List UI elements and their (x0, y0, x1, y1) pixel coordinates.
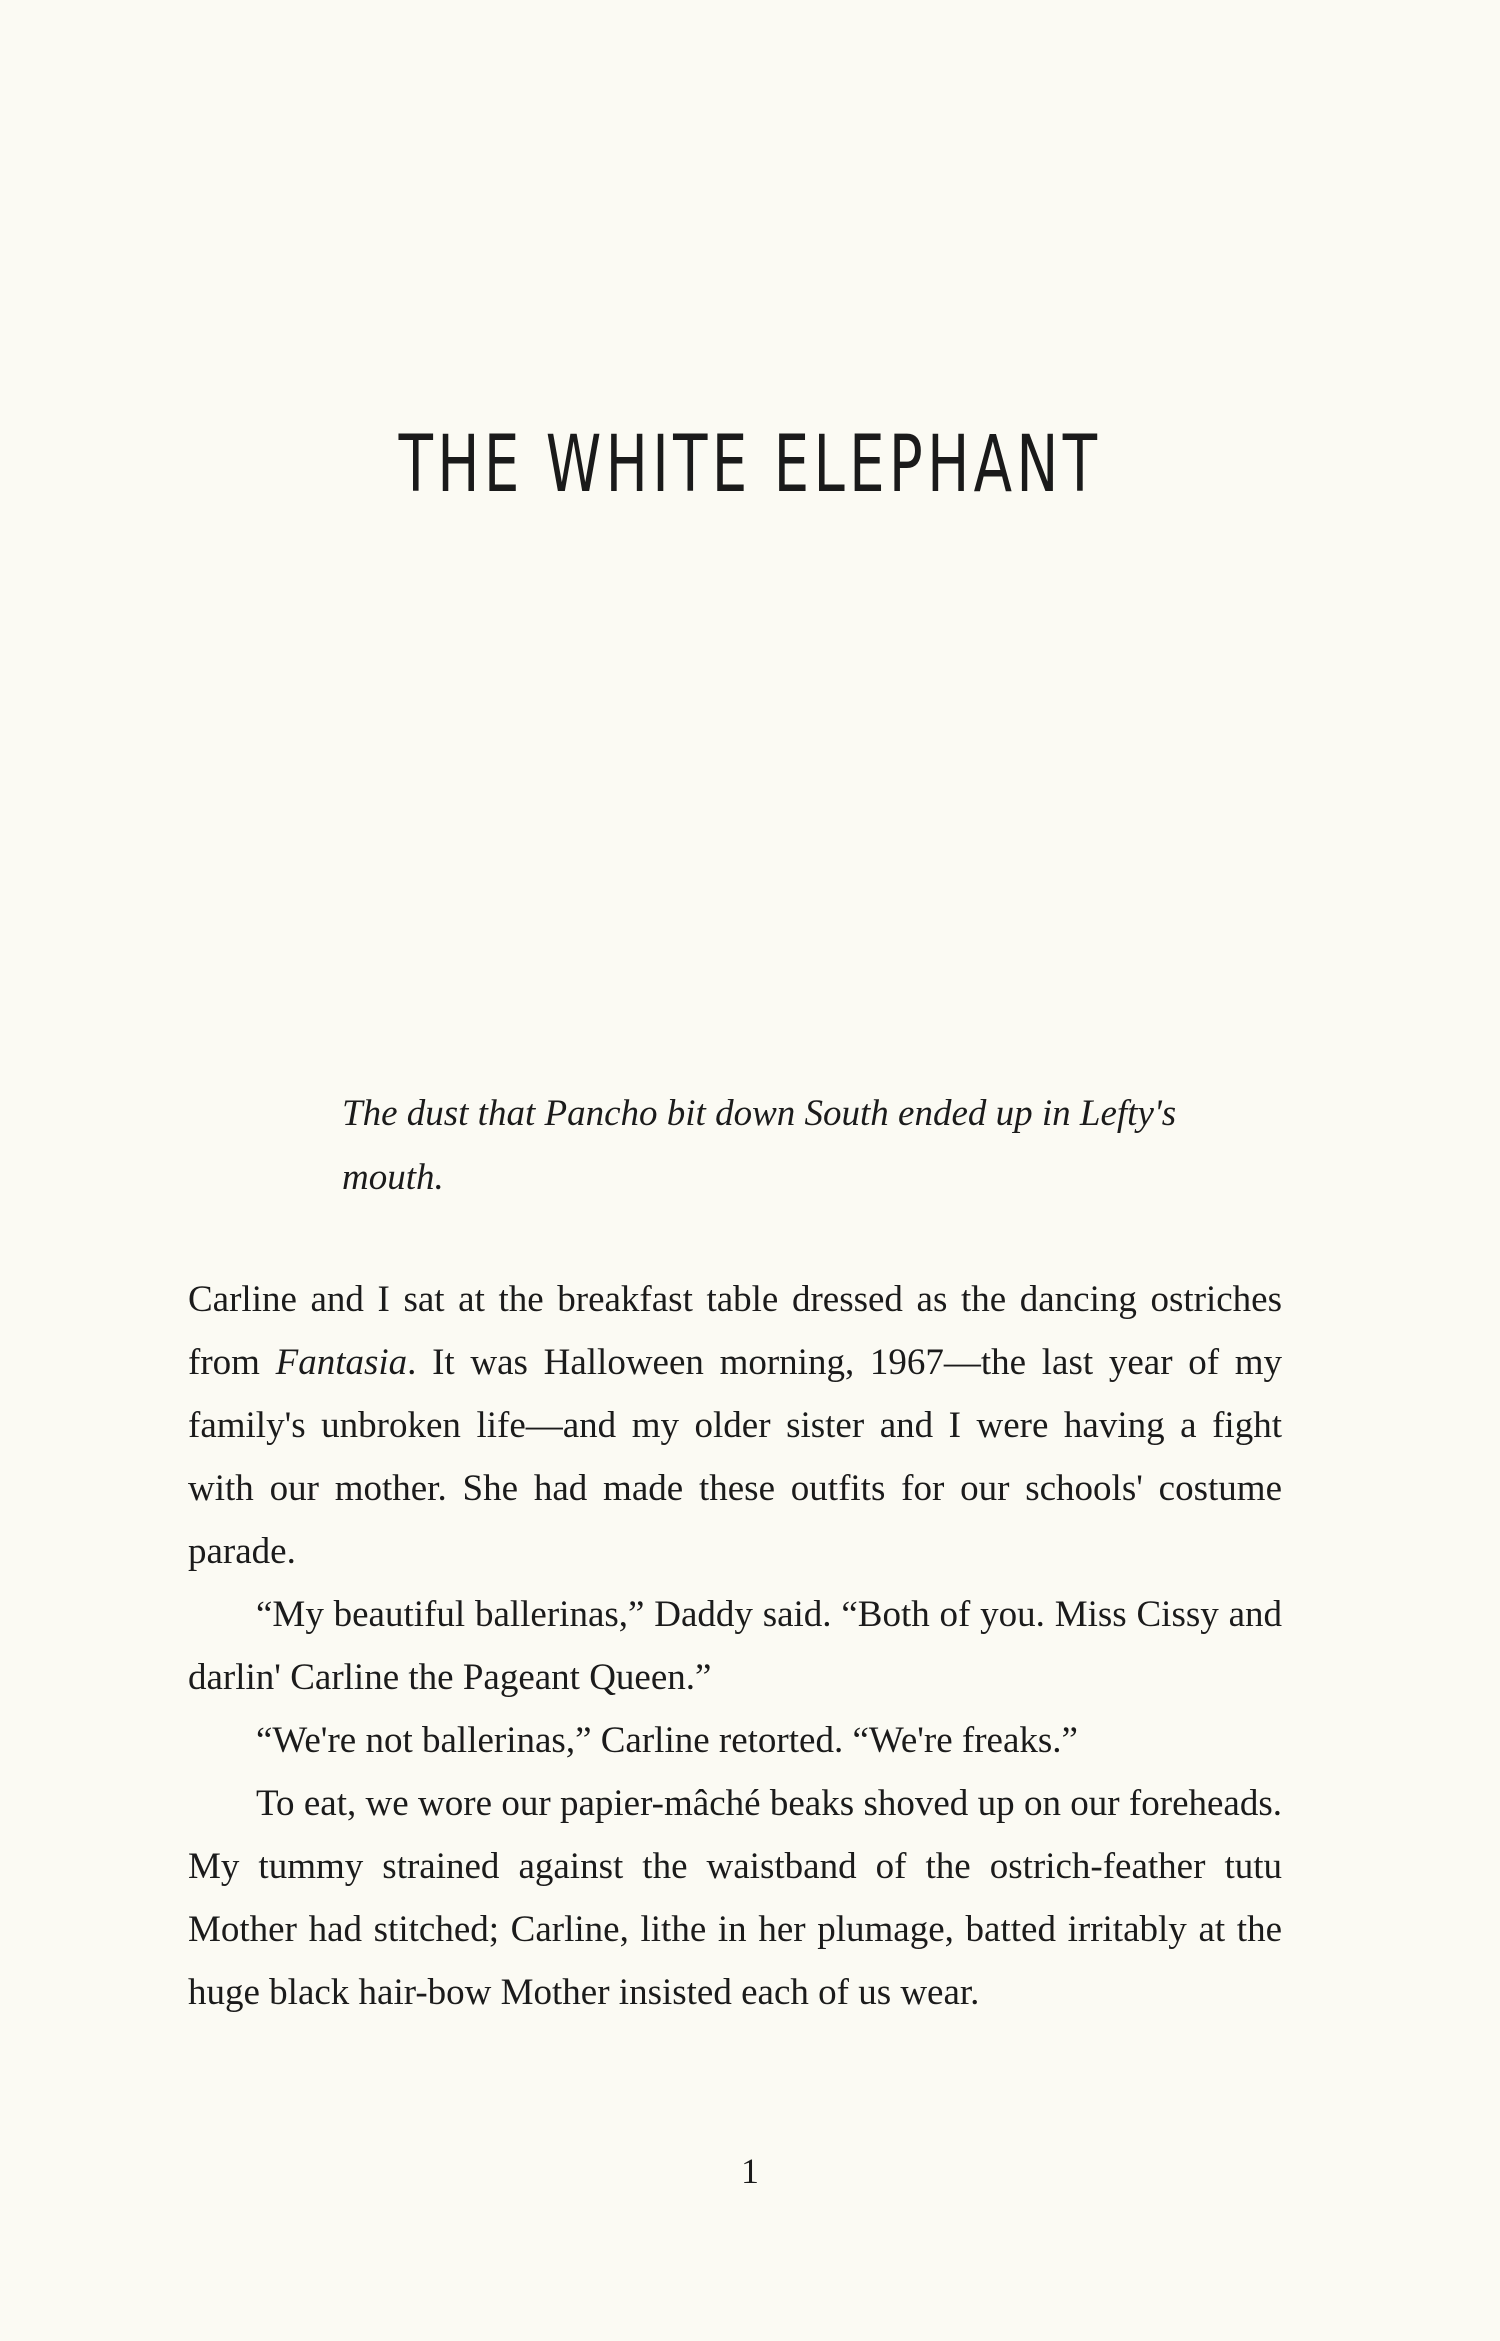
body-text (188, 1268, 1282, 2024)
epigraph: The dust that Pancho bit down South ended up in Lefty's mouth. (342, 1093, 1177, 1198)
paragraph-4: To eat, we wore our papier-mâché beaks shoved up on our foreheads. My tummy strained against the waistband of the ostrich-feather tutu Mother had stitched; Carline, lithe in her plumage, batted irritably at the huge black hair-bow Mother insisted each of us wear. (188, 1783, 1282, 2013)
page-number: 1 (741, 2151, 759, 2191)
paragraph-1-title: Fantasia (275, 1342, 408, 1383)
paragraph-1 (188, 1268, 1282, 1583)
paragraph-2: “My beautiful ballerinas,” Daddy said. “Both of you. Miss Cissy and darlin' Carline the Pageant Queen.” (188, 1594, 1282, 1698)
paragraph-1-end: . It was Halloween morning, 1967—the last year of my family's unbroken life—and my older sister and I were having a fight with our mother. She had made these outfits for our schools' costume parade. (188, 1342, 1282, 1572)
paragraph-1-start: Carline and I sat at the breakfast table dressed as the dancing ostriches from (188, 1279, 1282, 1383)
chapter-title: THE WHITE ELEPHANT (398, 420, 1102, 510)
paragraph-3: “We're not ballerinas,” Carline retorted. “We're freaks.” (256, 1720, 1078, 1761)
